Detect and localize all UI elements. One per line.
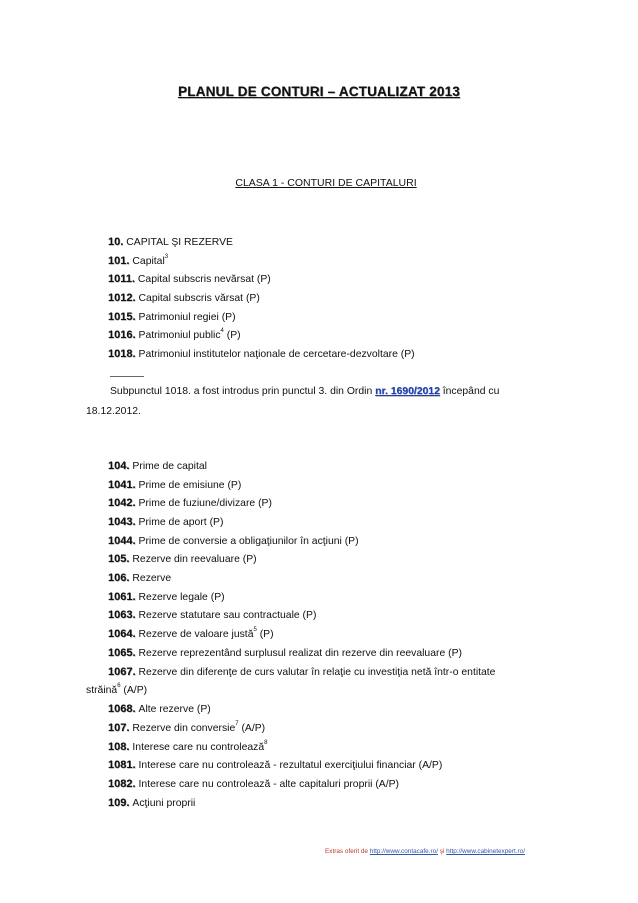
footnote-marker: 6 xyxy=(117,683,121,689)
account-code: 109. xyxy=(108,797,130,809)
account-row xyxy=(108,236,233,249)
account-row xyxy=(108,703,211,716)
account-code: 1018. xyxy=(108,348,136,360)
account-label: Acţiuni proprii xyxy=(132,798,196,809)
account-row xyxy=(108,329,241,342)
section-heading: CLASA 1 - CONTURI DE CAPITALURI xyxy=(235,177,417,189)
account-label: CAPITAL ŞI REZERVE xyxy=(126,237,233,248)
account-code: 1044. xyxy=(108,535,136,547)
account-label: Interese care nu controlează xyxy=(132,742,265,753)
order-link[interactable]: nr. 1690/2012 xyxy=(375,386,440,397)
account-row xyxy=(108,741,267,754)
account-label: Patrimoniul institutelor naţionale de cercetare-dezvoltare (P) xyxy=(138,349,415,360)
page-footer xyxy=(325,848,525,855)
account-label: Rezerve din conversie xyxy=(132,723,236,734)
account-code: 1043. xyxy=(108,516,136,528)
account-code: 107. xyxy=(108,722,130,734)
account-label: Prime de conversie a obligaţiunilor în acţiuni (P) xyxy=(138,536,359,547)
account-code: 101. xyxy=(108,255,130,267)
account-row xyxy=(108,479,241,492)
account-code: 1081. xyxy=(108,759,136,771)
account-label: Prime de emisiune (P) xyxy=(138,480,242,491)
note-divider xyxy=(110,376,144,377)
account-code: 106. xyxy=(108,572,130,584)
account-row xyxy=(108,460,207,473)
account-row xyxy=(108,759,442,772)
account-suffix: (P) xyxy=(223,330,241,341)
footer-link-contacafe[interactable]: http://www.contacafe.ro/ xyxy=(369,848,438,855)
account-label: Prime de fuziune/divizare (P) xyxy=(138,498,272,509)
account-label: Rezerve statutare sau contractuale (P) xyxy=(138,610,317,621)
account-row xyxy=(108,348,415,361)
footnote-marker: 5 xyxy=(253,627,257,633)
account-row xyxy=(108,516,223,529)
account-label: Capital subscris nevărsat (P) xyxy=(137,274,271,285)
amendment-note xyxy=(110,386,499,397)
account-label: Rezerve reprezentând surplusul realizat din rezerve din reevaluare (P) xyxy=(138,648,462,659)
account-label: Interese care nu controlează - alte capitaluri proprii (A/P) xyxy=(138,779,399,790)
account-code: 1041. xyxy=(108,479,136,491)
account-code: 1015. xyxy=(108,311,136,323)
account-label: Patrimoniul regiei (P) xyxy=(138,312,236,323)
account-row xyxy=(108,778,399,791)
account-code: 1016. xyxy=(108,329,136,341)
account-label: Capital subscris vărsat (P) xyxy=(138,293,260,304)
account-label: Rezerve legale (P) xyxy=(138,592,225,603)
account-row xyxy=(108,255,168,268)
account-label: Rezerve de valoare justă xyxy=(138,629,254,640)
account-label: Capital xyxy=(132,256,165,267)
account-row xyxy=(108,609,316,622)
account-label: Interese care nu controlează - rezultatul exerciţiului financiar (A/P) xyxy=(138,760,443,771)
account-row xyxy=(108,628,274,641)
footer-text-and: şi xyxy=(437,848,447,855)
account-suffix: (A/P) xyxy=(120,685,148,696)
account-code: 1042. xyxy=(108,497,136,509)
page-title: PLANUL DE CONTURI – ACTUALIZAT 2013 xyxy=(177,84,461,99)
account-suffix: (A/P) xyxy=(238,723,266,734)
account-code: 1011. xyxy=(108,273,135,285)
footnote-marker: 7 xyxy=(235,721,239,727)
account-label: Rezerve din diferenţe de curs valutar în relaţie cu investiţia netă într-o entitate xyxy=(138,667,496,678)
account-label: Prime de capital xyxy=(132,461,207,472)
account-code: 1065. xyxy=(108,647,136,659)
account-row xyxy=(108,591,225,604)
account-label: Rezerve din reevaluare (P) xyxy=(132,554,257,565)
account-row xyxy=(108,292,260,305)
account-row xyxy=(108,553,257,566)
account-label: Rezerve xyxy=(132,573,172,584)
account-row xyxy=(108,497,272,510)
account-code: 1064. xyxy=(108,628,136,640)
account-code: 105. xyxy=(108,553,130,565)
account-row-continuation xyxy=(86,685,147,696)
footnote-marker: 3 xyxy=(164,254,169,260)
account-code: 104. xyxy=(108,460,130,472)
account-row xyxy=(108,311,236,324)
account-code: 10. xyxy=(108,236,124,248)
footnote-marker: 8 xyxy=(264,740,268,746)
footnote-marker: 4 xyxy=(220,328,224,334)
note-text: Subpunctul 1018. a fost introdus prin punctul 3. din Ordin xyxy=(110,386,376,397)
account-row xyxy=(108,535,359,548)
account-row xyxy=(108,797,195,810)
account-row xyxy=(108,647,462,660)
account-row xyxy=(108,572,171,585)
account-row xyxy=(108,666,495,679)
account-code: 108. xyxy=(108,741,130,753)
account-row xyxy=(108,722,265,735)
footer-text: Extras oferit de xyxy=(325,848,370,855)
account-label: Patrimoniul public xyxy=(138,330,221,341)
account-code: 1012. xyxy=(108,292,136,304)
footer-link-cabinetexpert[interactable]: http://www.cabinetexpert.ro/ xyxy=(446,848,525,855)
account-label: Prime de aport (P) xyxy=(138,517,224,528)
account-code: 1061. xyxy=(108,591,136,603)
account-code: 1082. xyxy=(108,778,136,790)
note-text-end: începând cu xyxy=(439,386,500,397)
account-label: Alte rezerve (P) xyxy=(138,704,211,715)
account-row xyxy=(108,273,271,286)
account-suffix: (P) xyxy=(256,629,274,640)
account-code: 1067. xyxy=(108,666,136,678)
account-label: străină xyxy=(86,685,118,696)
account-code: 1063. xyxy=(108,609,136,621)
note-date: 18.12.2012. xyxy=(86,406,141,417)
account-code: 1068. xyxy=(108,703,136,715)
